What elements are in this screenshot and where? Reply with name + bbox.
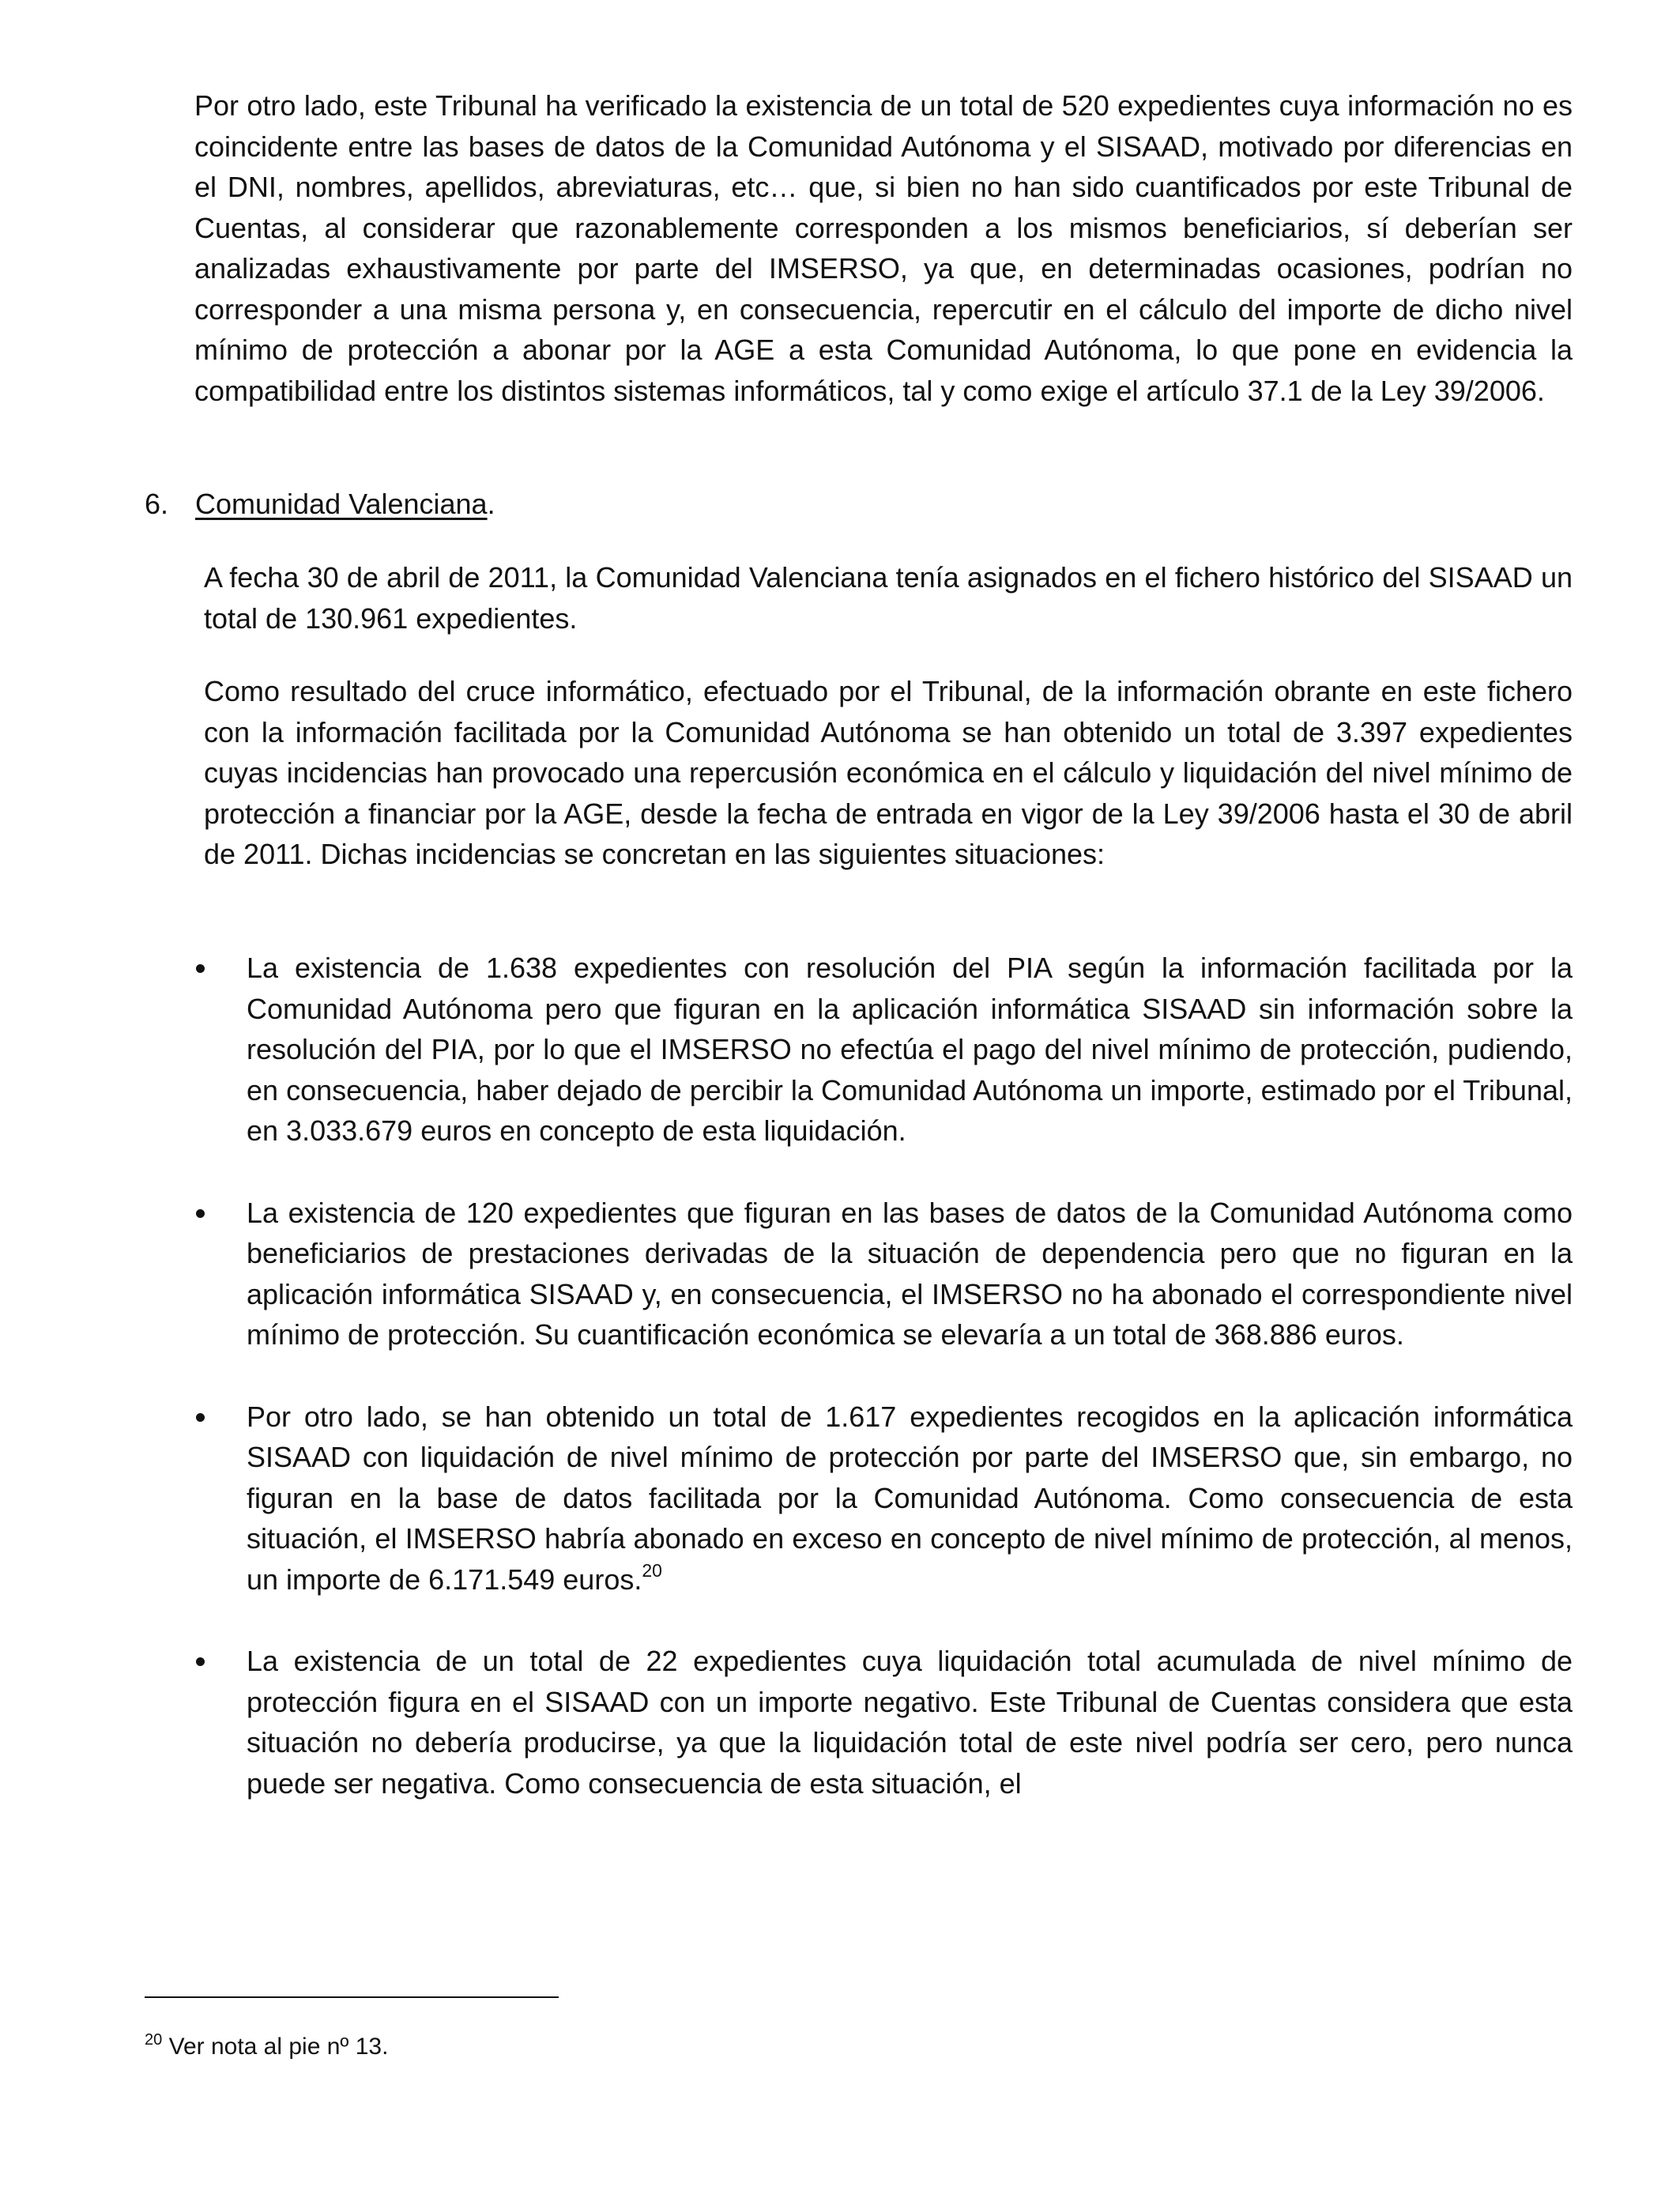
- cruce-paragraph: Como resultado del cruce informático, efectuado por el Tribunal, de la información obrante en este fichero con la información facilitada por la Comunidad Autónoma se han obtenido un total de 3.397 expedientes cuyas incidencias han provocado una repercusión económica en el cálculo y liquidación del nivel mínimo de protección a financiar por la AGE, desde la fecha de entrada en vigor de la Ley 39/2006 hasta el 30 de abril de 2011. Dichas incidencias se concretan en las siguientes situaciones:: [204, 675, 1573, 870]
- section-number: 6.: [145, 488, 169, 520]
- bullet-icon: [196, 1657, 205, 1666]
- list-item: [194, 948, 1573, 1152]
- footnote-divider: [145, 1996, 559, 1998]
- footnote-marker: 20: [145, 2031, 163, 2049]
- footnote: [145, 2031, 388, 2063]
- footnote-reference[interactable]: 20: [642, 1559, 662, 1581]
- list-item-text: Por otro lado, se han obtenido un total de 1.617 expedientes recogidos en la aplicación informática SISAAD con liquidación de nivel mínimo de protección por parte del IMSERSO que, sin embargo, no figuran en la base de datos facilitada por la Comunidad Autónoma. Como consecuencia de esta situación, el IMSERSO habría abonado en exceso en concepto de nivel mínimo de protección, al menos, un importe de 6.171.549 euros.: [247, 1400, 1573, 1596]
- section-title-suffix: .: [487, 488, 495, 520]
- bullet-icon: [196, 1413, 205, 1422]
- incidents-list: [194, 948, 1573, 1845]
- intro-paragraph: Por otro lado, este Tribunal ha verificado la existencia de un total de 520 expedientes cuya información no es coincidente entre las bases de datos de la Comunidad Autónoma y el SISAAD, motivado por diferencias en el DNI, nombres, apellidos, abreviaturas, etc… que, si bien no han sido cuantificados por este Tribunal de Cuentas, al considerar que razonablemente corresponden a los mismos beneficiarios, sí deberían ser analizadas exhaustivamente por parte del IMSERSO, ya que, en determinadas ocasiones, podrían no corresponder a una misma persona y, en consecuencia, repercutir en el cálculo del importe de dicho nivel mínimo de protección a abonar por la AGE a esta Comunidad Autónoma, lo que pone en evidencia la compatibilidad entre los distintos sistemas informáticos, tal y como exige el artículo 37.1 de la Ley 39/2006.: [194, 89, 1573, 407]
- section-title: Comunidad Valenciana: [195, 488, 488, 520]
- list-item-text: La existencia de 120 expedientes que figuran en las bases de datos de la Comunidad Autónoma como beneficiarios de prestaciones derivadas de la situación de dependencia pero que no figuran en la aplicación informática SISAAD y, en consecuencia, el IMSERSO no ha abonado el correspondiente nivel mínimo de protección. Su cuantificación económica se elevaría a un total de 368.886 euros.: [247, 1196, 1573, 1351]
- bullet-icon: [196, 1209, 205, 1218]
- footnote-text: Ver nota al pie nº 13.: [162, 2034, 389, 2060]
- list-item: [194, 1641, 1573, 1804]
- bullet-icon: [196, 964, 205, 973]
- list-item-text: La existencia de 1.638 expedientes con resolución del PIA según la información facilitada por la Comunidad Autónoma pero que figuran en la aplicación informática SISAAD sin información sobre la resolución del PIA, por lo que el IMSERSO no efectúa el pago del nivel mínimo de protección, pudiendo, en consecuencia, haber dejado de percibir la Comunidad Autónoma un importe, estimado por el Tribunal, en 3.033.679 euros en concepto de esta liquidación.: [247, 952, 1573, 1147]
- date-paragraph: A fecha 30 de abril de 2011, la Comunidad Valenciana tenía asignados en el fichero histórico del SISAAD un total de 130.961 expedientes.: [204, 561, 1573, 635]
- list-item: [194, 1397, 1573, 1600]
- section-heading: [145, 484, 495, 525]
- list-item-text: La existencia de un total de 22 expedientes cuya liquidación total acumulada de nivel mínimo de protección figura en el SISAAD con un importe negativo. Este Tribunal de Cuentas considera que esta situación no debería producirse, ya que la liquidación total de este nivel podría ser cero, pero nunca puede ser negativa. Como consecuencia de esta situación, el: [247, 1645, 1573, 1800]
- list-item: [194, 1193, 1573, 1355]
